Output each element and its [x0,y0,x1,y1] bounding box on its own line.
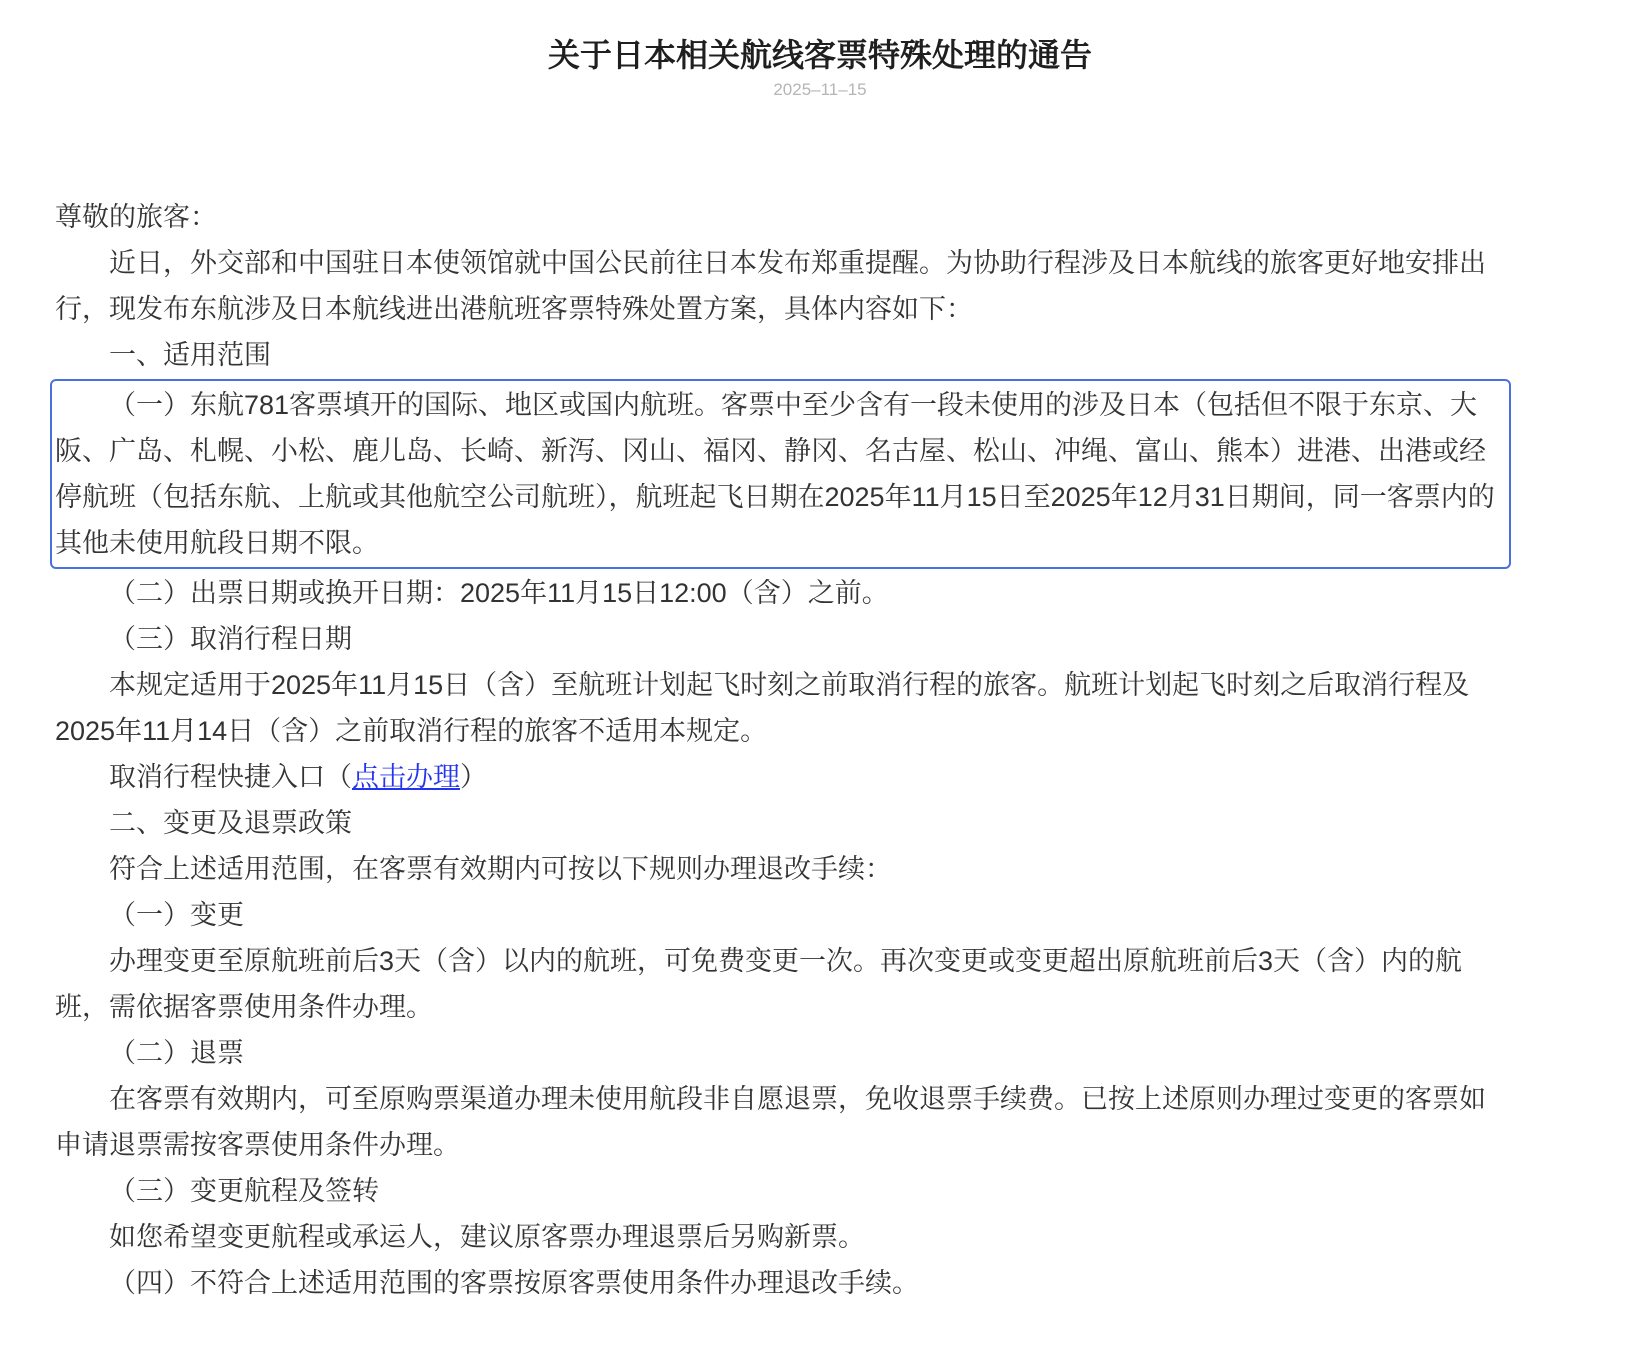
notice-body [55,194,1495,1306]
cancel-shortcut-prefix: 取消行程快捷入口（ [109,762,352,792]
intro-paragraph: 近日，外交部和中国驻日本使领馆就中国公民前往日本发布郑重提醒。为协助行程涉及日本航线的旅客更好地安排出行，现发布东航涉及日本航线进出港航班客票特殊处置方案，具体内容如下： [55,248,1486,324]
reroute-heading: （三）变更航程及签转 [109,1176,379,1206]
scope-item1: （一）东航781客票填开的国际、地区或国内航班。客票中至少含有一段未使用的涉及日本（包括但不限于东京、大阪、广岛、札幌、小松、鹿儿岛、长崎、新泻、冈山、福冈、静冈、名古屋、松山、冲绳、富山、熊本）进港、出港或经停航班（包括东航、上航或其他航空公司航班），航班起飞日期在2025年11月15日至2025年12月31日期间，同一客票内的其他未使用航段日期不限。 [55,390,1495,558]
scope-item3-heading: （三）取消行程日期 [109,624,352,654]
publish-date: 2025–11–15 [773,80,867,99]
change-body: 办理变更至原航班前后3天（含）以内的航班，可免费变更一次。再次变更或变更超出原航班前后3天（含）内的航班，需依据客票使用条件办理。 [55,946,1463,1022]
section2-heading: 二、变更及退票政策 [109,808,352,838]
reroute-body: 如您希望变更航程或承运人，建议原客票办理退票后另购新票。 [109,1222,865,1252]
scope-item2: （二）出票日期或换开日期：2025年11月15日12:00（含）之前。 [109,578,889,608]
policy-intro: 符合上述适用范围，在客票有效期内可按以下规则办理退改手续： [109,854,892,884]
scope-highlight-box [50,379,1511,569]
cancel-shortcut-line [55,754,1495,800]
cancel-rule-paragraph: 本规定适用于2025年11月15日（含）至航班计划起飞时刻之前取消行程的旅客。航班计划起飞时刻之后取消行程及2025年11月14日（含）之前取消行程的旅客不适用本规定。 [55,670,1470,746]
cancel-shortcut-suffix: ） [460,762,487,792]
cancel-trip-link[interactable]: 点击办理 [352,762,460,792]
other-rule: （四）不符合上述适用范围的客票按原客票使用条件办理退改手续。 [109,1268,919,1298]
page-title: 关于日本相关航线客票特殊处理的通告 [547,37,1092,73]
refund-heading: （二）退票 [109,1038,244,1068]
section1-heading: 一、适用范围 [109,340,271,370]
change-heading: （一）变更 [109,900,244,930]
refund-body: 在客票有效期内，可至原购票渠道办理未使用航段非自愿退票，免收退票手续费。已按上述原则办理过变更的客票如申请退票需按客票使用条件办理。 [55,1084,1486,1160]
greeting-line: 尊敬的旅客： [55,202,217,232]
